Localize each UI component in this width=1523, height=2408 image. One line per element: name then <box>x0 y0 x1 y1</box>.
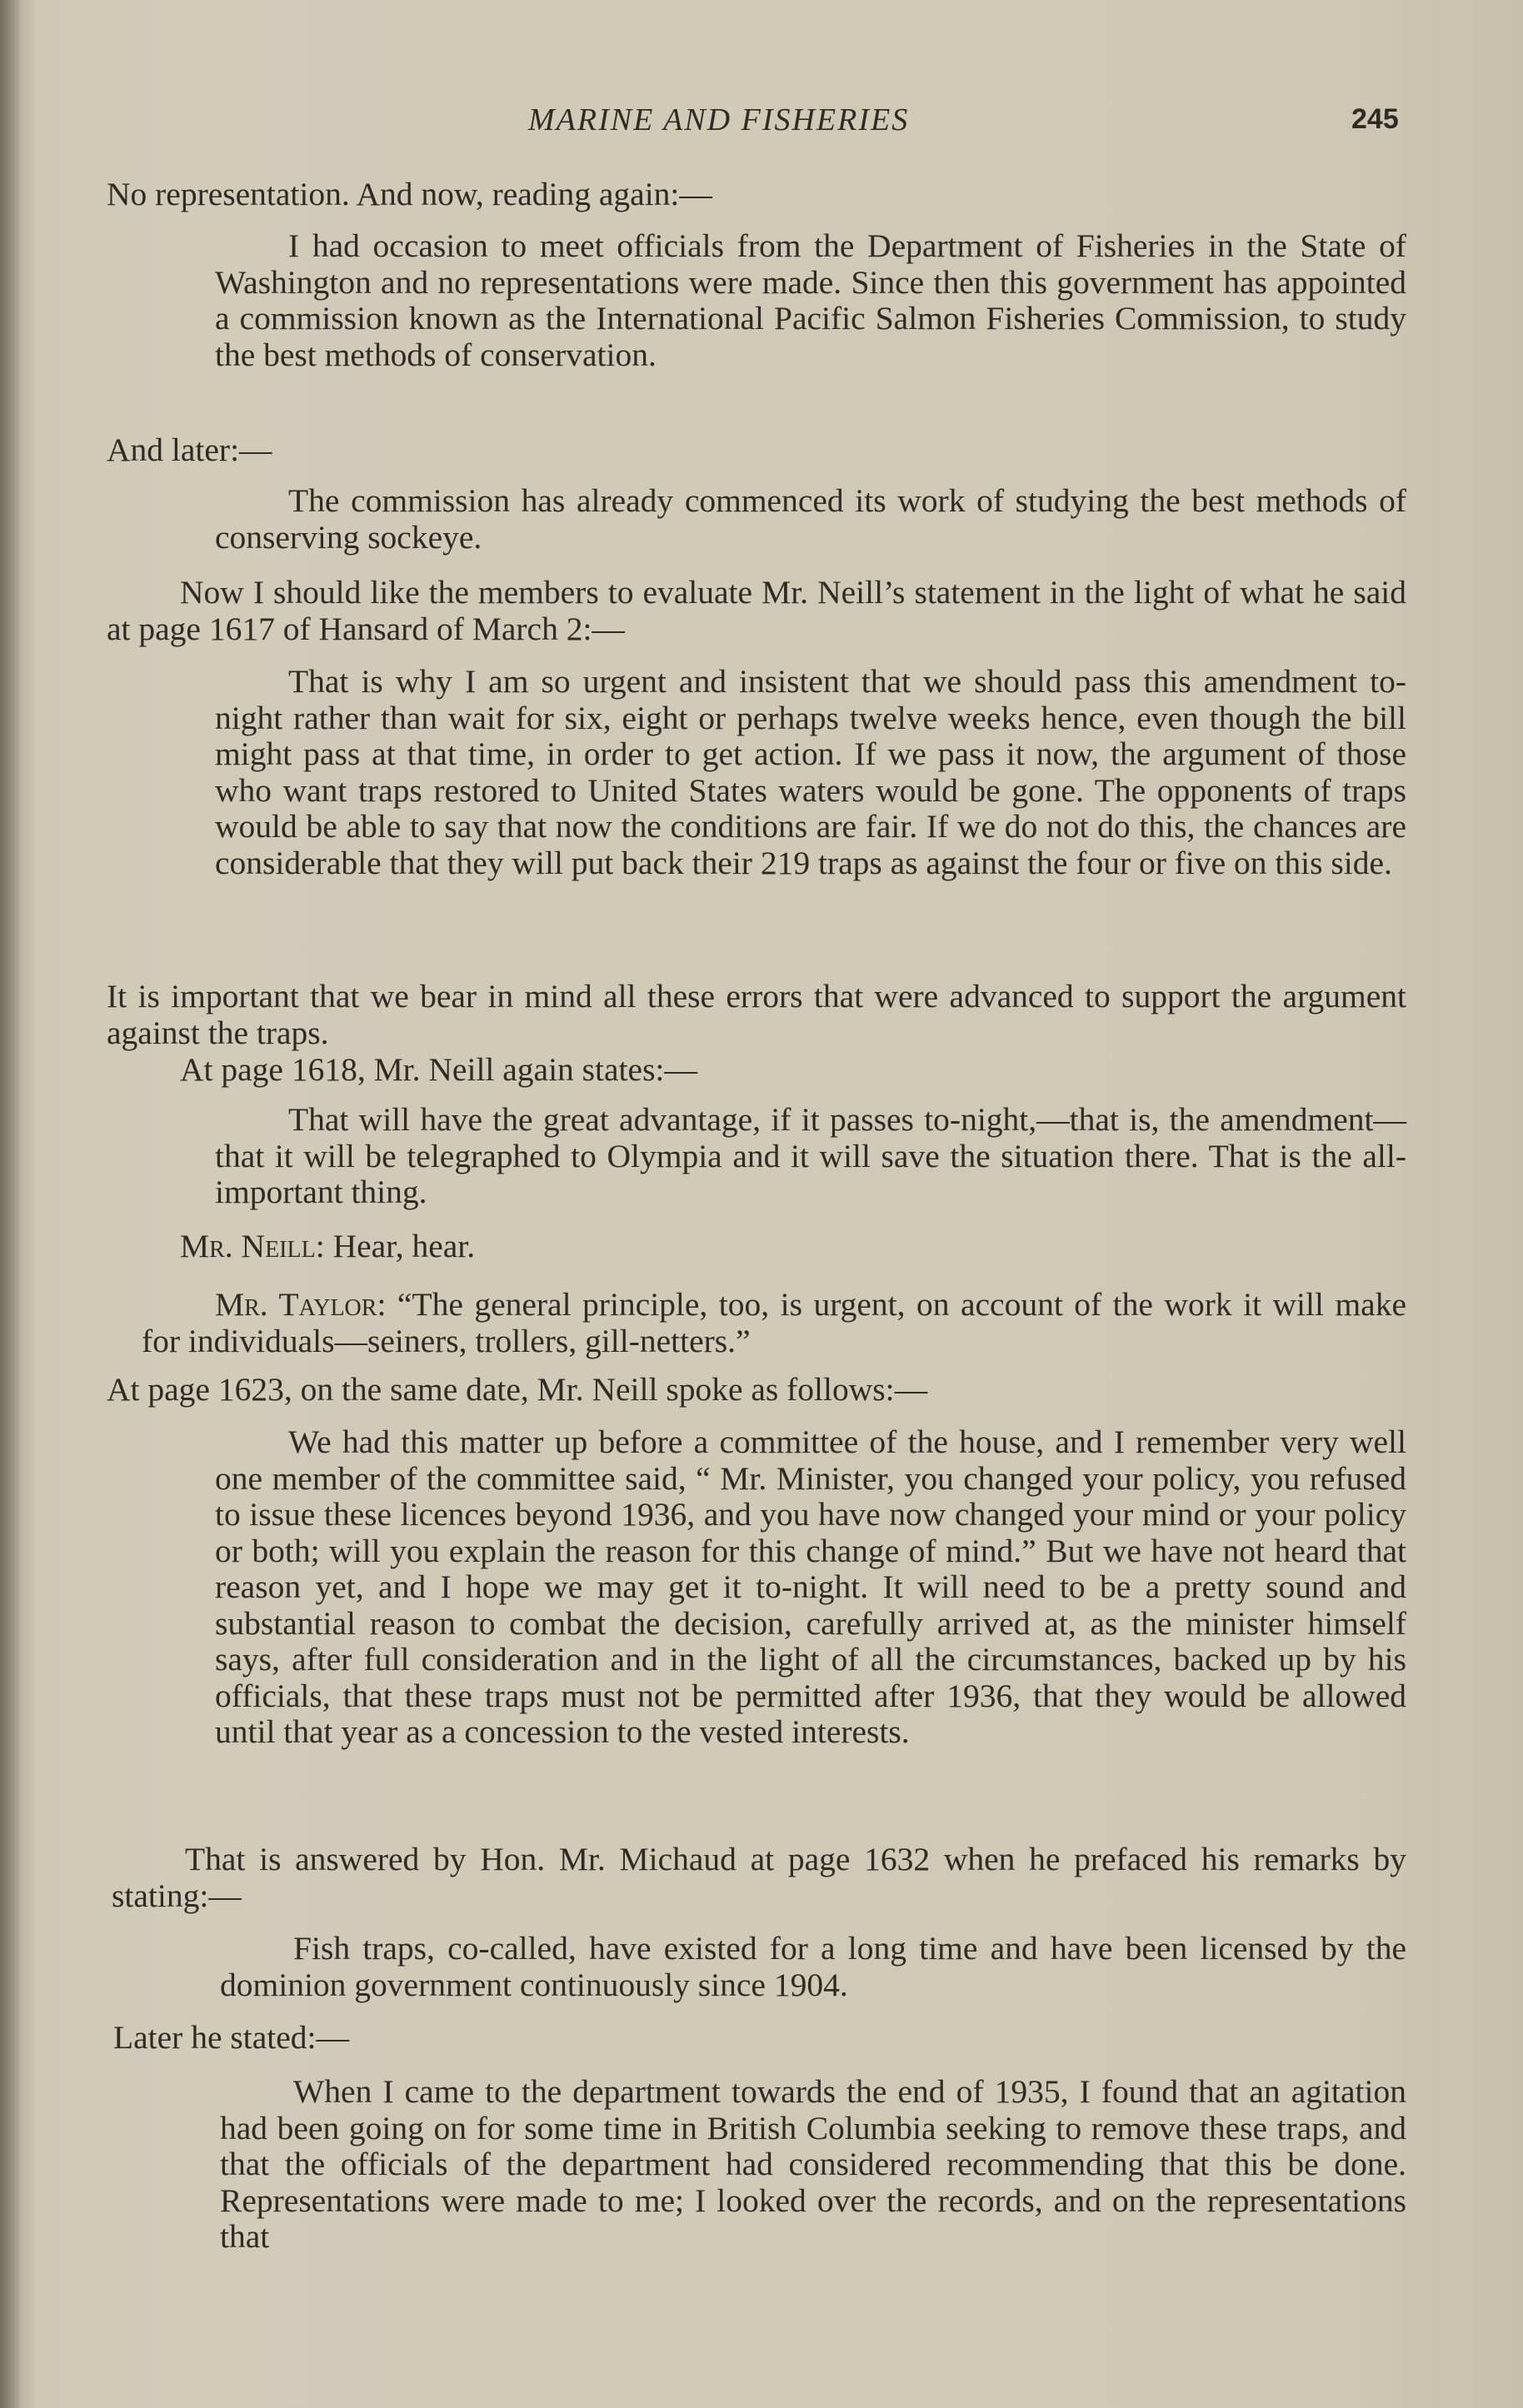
quotation-text: We had this matter up before a committee of the house, and I remember very well one member of the committee said, “ Mr. Minister, you changed your policy, you refused to issue these licences beyond 1936, and you have now changed your mind or your policy or both; will you explain the reason for this change of mind.” But we have not heard that reason yet, and I hope we may get it to-night. It will need to be a pretty sound and substantial reason to combat the decision, carefully arrived at, as the minister himself says, after full consideration and in the light of all the circumstances, backed up by his officials, that these traps must not be permitted after 1936, that they would be allowed until that year as a concession to the vested interests. <box>215 1423 1406 1750</box>
paragraph-text: Now I should like the members to evaluate Mr. Neill’s statement in the light of what he said at page 1617 of Hansard of March 2:— <box>107 574 1406 647</box>
quotation-text: I had occasion to meet officials from the Department of Fisheries in the State of Washington and no representations were made. Since then this government has appointed a commission known as the International Pacific Salmon Fisheries Commission, to study the best methods of conservation. <box>215 227 1406 373</box>
speaker-text: : Hear, hear. <box>315 1228 476 1264</box>
quotation-2 <box>215 483 1406 556</box>
quotation-text: That is why I am so urgent and insistent that we should pass this amendment to-night rather than wait for six, eight or perhaps twelve weeks hence, even though the bill might pass at that time, in order to get action. If we pass it now, the argument of those who want traps restored to United States waters would be gone. The opponents of traps would be able to say that now the conditions are fair. If we do not do this, the chances are considerable that they will put back their 219 traps as against the four or five on this side. <box>215 663 1406 881</box>
paragraph-text: At page 1623, on the same date, Mr. Neill spoke as follows:— <box>107 1371 928 1408</box>
paragraph-8 <box>113 2020 1413 2057</box>
speaker-text: : “The general principle, too, is urgent, on account of the work it will make for individuals—seiners, trollers, gill-netters.” <box>142 1286 1406 1359</box>
quotation-6 <box>220 1931 1406 2003</box>
quotation-4 <box>215 1102 1406 1211</box>
paragraph-text: At page 1618, Mr. Neill again states:— <box>180 1051 697 1088</box>
paragraph-text: And later:— <box>107 431 272 468</box>
paragraph-6 <box>107 1372 1406 1408</box>
quotation-text: Fish traps, co-called, have existed for a long time and have been licensed by the dominion government continuously since 1904. <box>220 1930 1406 2003</box>
quotation-text: That will have the great advantage, if it passes to-night,—that is, the amendment—that it will be telegraphed to Olympia and it will save the situation there. That is the all-important thing. <box>215 1101 1406 1210</box>
paragraph-7 <box>112 1842 1406 1914</box>
running-head <box>0 102 1523 143</box>
paragraph-text: It is important that we bear in mind all these errors that were advanced to support the argument against the traps. <box>107 978 1406 1051</box>
speaker-line-1 <box>107 1229 1406 1265</box>
paragraph-text: Later he stated:— <box>113 2019 349 2056</box>
page-number: 245 <box>1351 103 1399 135</box>
paragraph-3 <box>107 575 1406 647</box>
quotation-7 <box>220 2074 1406 2256</box>
paragraph-text: No representation. And now, reading again:— <box>107 176 712 212</box>
paragraph-text: That is answered by Hon. Mr. Michaud at page 1632 when he prefaced his remarks by stating:— <box>112 1841 1406 1914</box>
quotation-text: The commission has already commenced its work of studying the best methods of conserving sockeye. <box>215 482 1406 556</box>
quotation-3 <box>215 664 1406 881</box>
speaker-name: Mr. Taylor <box>215 1286 377 1323</box>
running-title: MARINE AND FISHERIES <box>528 102 910 137</box>
quotation-1 <box>215 228 1406 373</box>
paragraph-1 <box>107 177 1406 213</box>
paragraph-4 <box>107 979 1406 1051</box>
quotation-text: When I came to the department towards the end of 1935, I found that an agitation had been going on for some time in British Columbia seeking to remove these traps, and that the officials of the department had considered recommending that this be done. Representations were made to me; I looked over the records, and on the representations that <box>220 2073 1406 2255</box>
paragraph-2 <box>107 432 1406 469</box>
quotation-5 <box>215 1424 1406 1751</box>
speaker-line-2 <box>142 1287 1406 1359</box>
paragraph-5 <box>107 1052 1406 1089</box>
speaker-name: Mr. Neill <box>180 1228 316 1264</box>
